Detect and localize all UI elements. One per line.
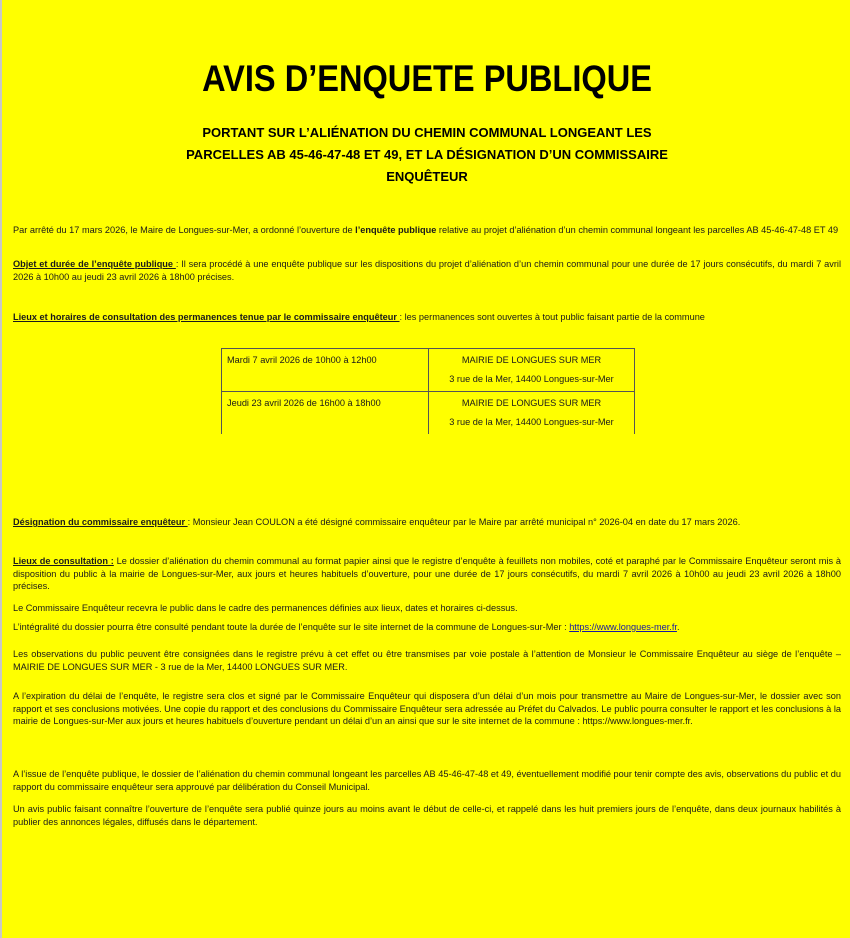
integralite-end: . — [676, 622, 680, 632]
integralite-paragraph — [13, 621, 841, 634]
observations-paragraph: Les observations du public peuvent être consignées dans le registre prévu à cet effet ou être transmises par voie postale à l’attention de Monsieur le Commissaire Enquêteur au siège de l’enquête – MAIRIE DE LONGUES SUR MER - 3 rue de la Mer, 14400 LONGUES SUR MER. — [13, 649, 841, 672]
permanences-table — [221, 348, 635, 434]
permanence-place: MAIRIE DE LONGUES SUR MER — [461, 398, 602, 408]
integralite-text: L’intégralité du dossier pourra être consulté pendant toute la durée de l’enquête sur le site internet de la commune de Longues-sur-Mer : — [13, 622, 570, 632]
permanence-address: 3 rue de la Mer, 14400 Longues-sur-Mer — [449, 374, 614, 384]
expiration-paragraph: A l’expiration du délai de l’enquête, le registre sera clos et signé par le Commissaire Enquêteur qui disposera d’un délai d’un mois pour transmettre au Maire de Longues-sur-Mer, le dossier avec son rapport et ses conclusions motivées. Une copie du rapport et des conclusions du Commissaire Enquêteur sera adressée au Préfet du Calvados. Le public pourra consulter le rapport et les conclusions à la mairie de Longues-sur-Mer aux jours et heures habituels d’ouverture pendant un délai d’un an ainsi que sur le site internet de la commune : https://www.longues-mer.fr. — [13, 691, 841, 727]
subtitle-line-3: ENQUÊTEUR — [386, 169, 468, 184]
permanence-where — [429, 392, 635, 435]
notice-page — [2, 0, 850, 938]
issue-paragraph: A l’issue de l’enquête publique, le dossier de l’aliénation du chemin communal longeant les parcelles AB 45-46-47-48 et 49, éventuellement modifié pour tenir compte des avis, observations du public et du rapport du commissaire enquêteur sera approuvé par délibération du Conseil Municipal. — [13, 769, 841, 792]
table-row — [222, 349, 635, 392]
permanence-where — [429, 349, 635, 392]
notice-title: AVIS D’ENQUETE PUBLIQUE — [202, 58, 652, 99]
reception-paragraph: Le Commissaire Enquêteur recevra le public dans le cadre des permanences définies aux lieux, dates et horaires ci-dessus. — [13, 603, 518, 613]
table-row — [222, 392, 635, 435]
permanence-address: 3 rue de la Mer, 14400 Longues-sur-Mer — [449, 417, 614, 427]
permanence-when: Jeudi 23 avril 2026 de 16h00 à 18h00 — [222, 392, 429, 435]
consultation-text: Le dossier d’aliénation du chemin communal au format papier ainsi que le registre d’enquête à feuillets non mobiles, coté et paraphé par le Commissaire Enquêteur seront mis à disposition du public à la mairie de Longues-sur-Mer, aux jours et heures habituels d’ouverture, pour une durée de 17 jours consécutifs, du mardi 7 avril 2026 à 10h00 au jeudi 23 avril 2026 à 18h00 précises. — [13, 556, 841, 592]
objet-text: : Il sera procédé à une enquête publique sur les dispositions du projet d’aliénation d’un chemin communal pour une durée de 17 jours consécutifs, du mardi 7 avril 2026 à 10h00 au jeudi 23 avril 2026 à 18h00 précises. — [13, 259, 842, 282]
consultation-paragraph — [13, 555, 841, 593]
designation-text: : Monsieur Jean COULON a été désigné commissaire enquêteur par le Maire par arrêté municipal n° 2026-04 en date du 17 mars 2026. — [187, 517, 741, 527]
objet-paragraph — [13, 258, 841, 283]
lieux-horaires-label: Lieux et horaires de consultation des permanences tenue par le commissaire enquêteur — [13, 312, 400, 322]
permanence-when: Mardi 7 avril 2026 de 10h00 à 12h00 — [222, 349, 429, 392]
intro-text-after: relative au projet d’aliénation d’un chemin communal longeant les parcelles AB 45-46-47-48 ET 49 — [436, 225, 839, 235]
intro-text-bold: l’enquête publique — [355, 225, 437, 235]
objet-label: Objet et durée de l’enquête publique — [13, 259, 176, 269]
notice-subtitle — [122, 122, 732, 188]
website-link[interactable]: https://www.longues-mer.fr — [569, 622, 677, 632]
designation-label: Désignation du commissaire enquêteur — [13, 517, 188, 527]
permanence-place: MAIRIE DE LONGUES SUR MER — [461, 355, 602, 365]
lieux-horaires-paragraph — [13, 311, 841, 324]
intro-paragraph — [13, 224, 841, 237]
designation-paragraph — [13, 516, 841, 529]
intro-text-before: Par arrêté du 17 mars 2026, le Maire de Longues-sur-Mer, a ordonné l’ouverture de — [13, 225, 356, 235]
lieux-horaires-text: : les permanences sont ouvertes à tout public faisant partie de la commune — [399, 312, 705, 322]
subtitle-line-2: PARCELLES AB 45-46-47-48 ET 49, ET LA DÉSIGNATION D’UN COMMISSAIRE — [186, 147, 668, 162]
avis-public-paragraph: Un avis public faisant connaître l’ouverture de l’enquête sera publié quinze jours au moins avant le début de celle-ci, et rappelé dans les huit premiers jours de l’enquête, dans deux journaux habilités à publier des annonces légales, diffusés dans le département. — [13, 804, 841, 827]
consultation-label: Lieux de consultation : — [13, 556, 114, 566]
subtitle-line-1: PORTANT SUR L’ALIÉNATION DU CHEMIN COMMUNAL LONGEANT LES — [202, 125, 652, 140]
